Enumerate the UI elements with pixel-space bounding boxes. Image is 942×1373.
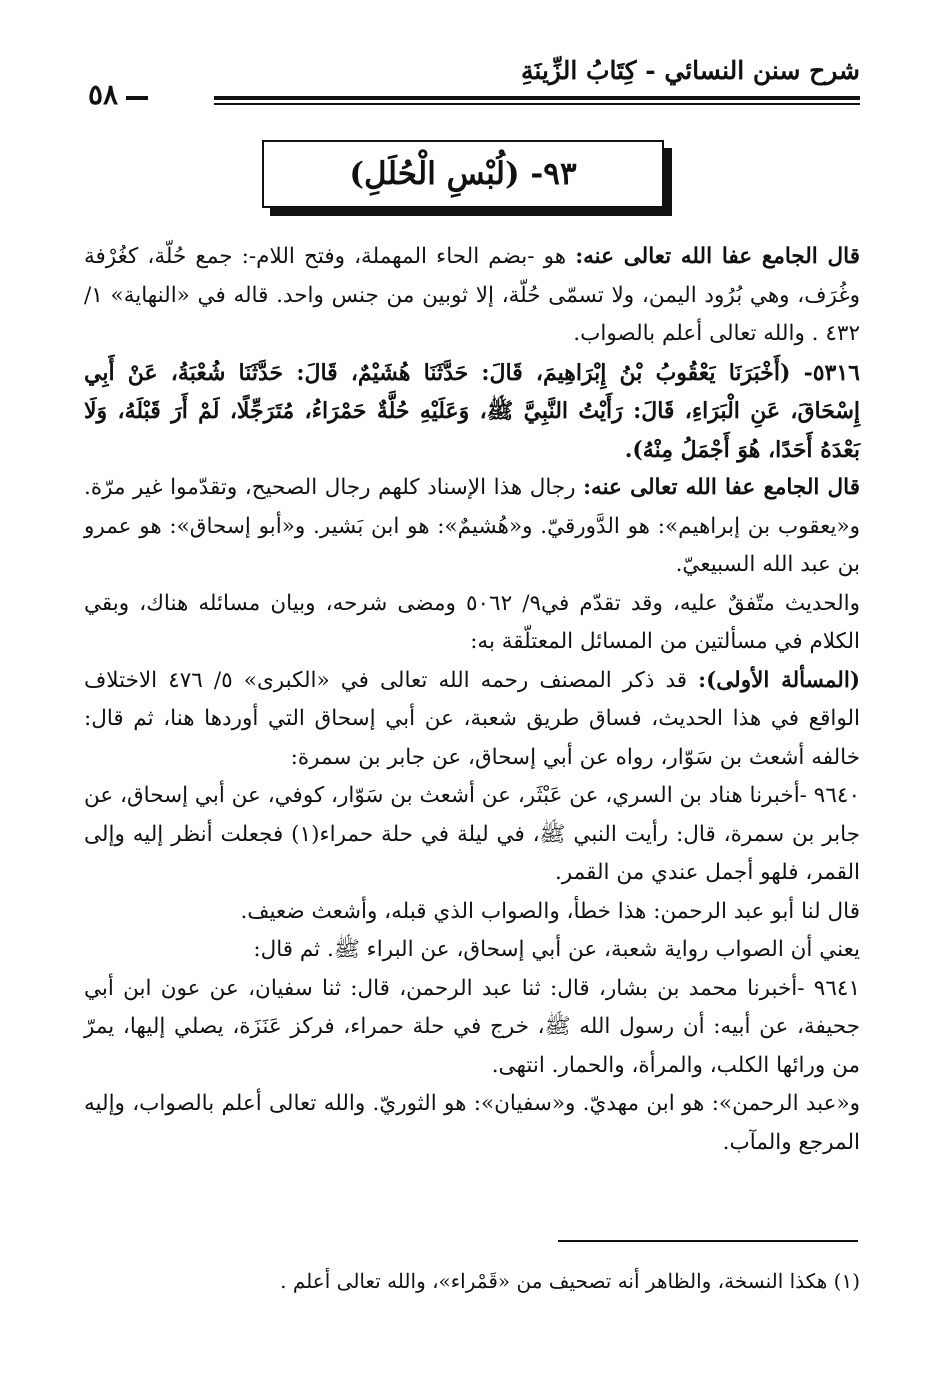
header-rule-left (126, 96, 148, 100)
paragraph (84, 893, 860, 932)
footnote-separator (558, 1240, 858, 1242)
running-header-title: شرح سنن النسائي - كِتَابُ الزِّينَةِ (521, 56, 860, 85)
paragraph-text: يعني أن الصواب رواية شعبة، عن أبي إسحاق، عن البراء ﷺ. ثم قال: (253, 937, 860, 962)
paragraph-text: قال لنا أبو عبد الرحمن: هذا خطأ، والصواب الذي قبله، وأشعث ضعيف. (240, 898, 860, 924)
header-rule-thin (214, 103, 860, 105)
chapter-title: ٩٣- (لُبْسِ الْحُلَلِ) (349, 156, 577, 192)
paragraph-lead: قال الجامع عفا الله تعالى عنه: (575, 244, 861, 269)
paragraph-text: و«عبد الرحمن»: هو ابن مهديّ. و«سفيان»: هو الثوريّ. والله تعالى أعلم بالصواب، وإليه المرجع والمآب. (84, 1091, 860, 1155)
footnote: (١) هكذا النسخة، والظاهر أنه تصحيف من «قَمْراء»، والله تعالى أعلم . (280, 1269, 860, 1293)
paragraph-text: ٩٦٤١ -أخبرنا محمد بن بشار، قال: ثنا عبد الرحمن، قال: ثنا سفيان، عن عون ابن أبي جحيفة، عن أبيه: أن رسول الله ﷺ، خرج في حلة حمراء، فركز عَنَزَة، يصلي إليها، يمرّ من ورائها الكلب، والمرأة، والحمار. انتهى. (84, 975, 860, 1078)
body-text (84, 238, 860, 1162)
paragraph-lead: (المسألة الأولى): (698, 667, 861, 693)
hadith-paragraph (84, 354, 860, 470)
chapter-heading-box (262, 140, 664, 208)
paragraph (84, 238, 860, 354)
paragraph (84, 777, 860, 893)
paragraph (84, 585, 860, 662)
paragraph-lead: قال الجامع عفا الله تعالى عنه: (583, 475, 860, 500)
paragraph-text: ٥٣١٦- (أَخْبَرَنَا يَعْقُوبُ بْنُ إِبْرَاهِيمَ، قَالَ: حَدَّثَنَا هُشَيْمٌ، قَالَ: حَدَّثَنَا شُعْبَةُ، عَنْ أَبِي إِسْحَاقَ، عَنِ الْبَرَاءِ، قَالَ: رَأَيْتُ النَّبِيَّ ﷺ، وَعَلَيْهِ حُلَّةٌ حَمْرَاءُ، مُتَرَجِّلًا، لَمْ أَرَ قَبْلَهُ، وَلَا بَعْدَهُ أَحَدًا، هُوَ أَجْمَلُ مِنْهُ). (84, 359, 860, 463)
header-rule-thick (214, 96, 860, 100)
paragraph-text: رجال هذا الإسناد كلهم رجال الصحيح، وتقدّموا غير مرّة. و«يعقوب بن إبراهيم»: هو الدَّورقيّ. و«هُشيمٌ»: هو ابن بَشير. و«أبو إسحاق»: هو عمرو بن عبد الله السبيعيّ. (84, 475, 860, 577)
paragraph (84, 970, 860, 1086)
paragraph (84, 931, 860, 970)
page-number: ٥٨ (88, 78, 119, 111)
paragraph (84, 662, 860, 778)
paragraph-text: والحديث متّفقٌ عليه، وقد تقدّم في٩/ ٥٠٦٢ ومضى شرحه، وبيان مسائله هناك، وبقي الكلام في مسألتين من المسائل المعتلّقة به: (84, 590, 860, 654)
paragraph-text: ٩٦٤٠ -أخبرنا هناد بن السري، عن عَبْثَر، عن أشعث بن سَوّار، كوفي، عن أبي إسحاق، عن جابر بن سمرة، قال: رأيت النبي ﷺ، في ليلة في حلة حمراء(١) فجعلت أنظر إليه وإلى القمر، فلهو أجمل عندي من القمر. (84, 783, 860, 885)
running-header (88, 52, 860, 112)
paragraph (84, 469, 860, 585)
paragraph (84, 1085, 860, 1162)
paragraph-text: قد ذكر المصنف رحمه الله تعالى في «الكبرى» ٥/ ٤٧٦ الاختلاف الواقع في هذا الحديث، فساق طريق شعبة، عن أبي إسحاق التي أوردها هنا، ثم قال: خالفه أشعث بن سَوّار، رواه عن أبي إسحاق، عن جابر بن سمرة: (84, 667, 860, 770)
paragraph-text: هو -بضم الحاء المهملة، وفتح اللام-: جمع حُلّة، كغُرْفة وغُرَف، وهي بُرُود اليمن، ولا تسمّى حُلّة، إلا ثوبين من جنس واحد. قاله في «النهاية» ١/ ٤٣٢ . والله تعالى أعلم بالصواب. (84, 244, 860, 346)
